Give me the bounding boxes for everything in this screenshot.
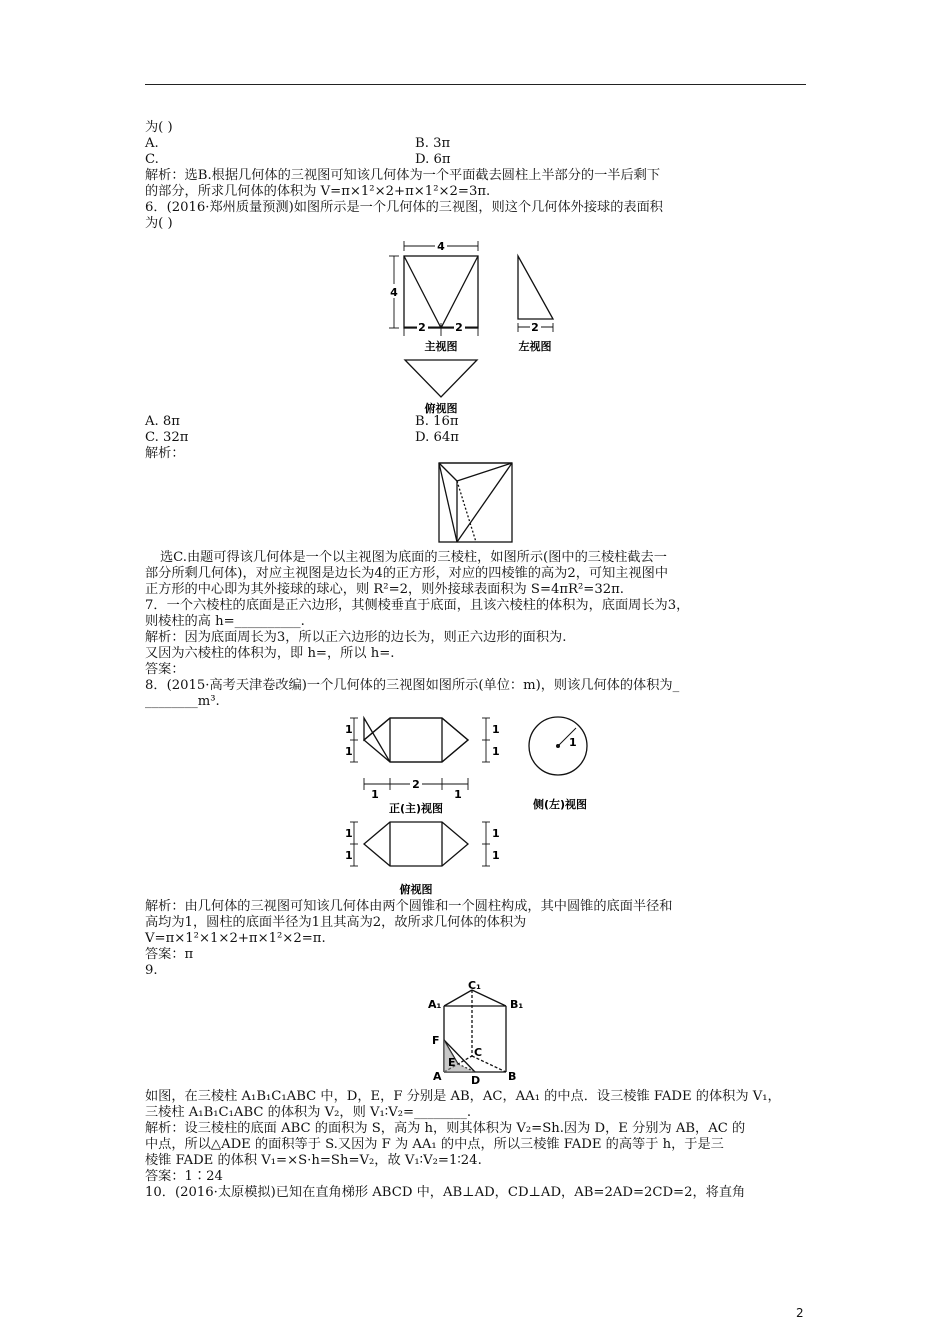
solution-line: 又因为六棱柱的体积为，即 h=，所以 h=. bbox=[145, 646, 395, 661]
side-view-caption: 侧(左)视图 bbox=[532, 798, 588, 811]
answer-line: 答案：1∶24 bbox=[145, 1169, 223, 1184]
dimension-label: 4 bbox=[437, 240, 445, 253]
option-b: B. 3π bbox=[415, 136, 451, 151]
point-label-D: D bbox=[471, 1074, 481, 1087]
dimension-label: 1 bbox=[345, 849, 353, 862]
solution-label: 解析： bbox=[145, 446, 185, 461]
question-6-cont: 为( ) bbox=[145, 216, 173, 231]
dimension-label: 1 bbox=[492, 745, 500, 758]
point-label-C: C bbox=[474, 1046, 483, 1059]
q8-three-views-figure bbox=[340, 712, 630, 897]
solution-line: 解析：由几何体的三视图可知该几何体由两个圆锥和一个圆柱构成，其中圆锥的底面半径和 bbox=[145, 899, 673, 914]
solution-line: 选C.由题可得该几何体是一个以主视图为底面的三棱柱，如图所示(图中的三棱柱截去一 bbox=[160, 550, 667, 565]
q6-prism-figure bbox=[436, 460, 516, 548]
solution-line: 棱锥 FADE 的体积 V₁=×S·h=Sh=V₂，故 V₁∶V₂=1∶24. bbox=[145, 1153, 482, 1168]
option-a: A. bbox=[145, 136, 159, 151]
solution-line: 解析：因为底面周长为3，所以正六边形的边长为，则正六边形的面积为. bbox=[145, 630, 567, 645]
front-view-caption: 主视图 bbox=[424, 340, 458, 353]
solution-line: 高均为1，圆柱的底面半径为1且其高为2，故所求几何体的体积为 bbox=[145, 915, 527, 930]
question-9-text: 三棱柱 A₁B₁C₁ABC 的体积为 V₂，则 V₁∶V₂=________. bbox=[145, 1105, 472, 1120]
top-view-caption: 俯视图 bbox=[424, 402, 458, 415]
solution-line: 解析：设三棱柱的底面 ABC 的面积为 S，高为 h，则其体积为 V₂=Sh.因为 D，E 分别为 AB，AC 的 bbox=[145, 1121, 746, 1136]
question-9: 9. bbox=[145, 963, 158, 978]
page-number: 2 bbox=[796, 1306, 804, 1320]
solution-line: 正方形的中心即为其外接球的球心，则 R²=2，则外接球表面积为 S=4πR²=32π. bbox=[145, 582, 624, 597]
point-label-F: F bbox=[432, 1034, 440, 1047]
dimension-label: 1 bbox=[492, 849, 500, 862]
dimension-label: 1 bbox=[454, 788, 462, 801]
dimension-label: 2 bbox=[412, 778, 420, 791]
option-a: A. 8π bbox=[145, 414, 180, 429]
solution-line: 的部分，所求几何体的体积为 V=π×1²×2+π×1²×2=3π. bbox=[145, 184, 491, 199]
point-label-C1: C₁ bbox=[468, 979, 481, 992]
solution-line: V=π×1²×1×2+π×1²×2=π. bbox=[145, 931, 326, 946]
top-view-caption: 俯视图 bbox=[399, 883, 433, 896]
side-view-caption: 左视图 bbox=[518, 340, 552, 353]
question-6: 6．(2016·郑州质量预测)如图所示是一个几何体的三视图，则这个几何体外接球的表面积 bbox=[145, 200, 663, 215]
point-label-A: A bbox=[433, 1070, 442, 1083]
text-line: 为( ) bbox=[145, 120, 173, 135]
q9-prism-figure bbox=[424, 980, 524, 1088]
option-d: D. 64π bbox=[415, 430, 459, 445]
question-9-text: 如图，在三棱柱 A₁B₁C₁ABC 中，D，E，F 分别是 AB，AC，AA₁ 的中点．设三棱锥 FADE 的体积为 V₁， bbox=[145, 1089, 781, 1104]
solution-line: 解析：选B.根据几何体的三视图可知该几何体为一个平面截去圆柱上半部分的一半后剩下 bbox=[145, 168, 661, 183]
option-c: C. 32π bbox=[145, 430, 189, 445]
point-label-B1: B₁ bbox=[510, 998, 524, 1011]
solution-line: 中点，所以△ADE 的面积等于 S.又因为 F 为 AA₁ 的中点，所以三棱锥 FADE 的高等于 h，于是三 bbox=[145, 1137, 724, 1152]
q6-three-views-figure bbox=[380, 236, 580, 416]
front-view-caption: 正(主)视图 bbox=[388, 802, 444, 815]
question-8-cont: ________m³. bbox=[145, 694, 220, 709]
option-b: B. 16π bbox=[415, 414, 459, 429]
question-7-cont: 则棱柱的高 h=__________. bbox=[145, 614, 305, 629]
dimension-label: 1 bbox=[492, 723, 500, 736]
dimension-label: 1 bbox=[345, 827, 353, 840]
question-7: 7．一个六棱柱的底面是正六边形，其侧棱垂直于底面，且该六棱柱的体积为，底面周长为3， bbox=[145, 598, 690, 613]
answer-label: 答案： bbox=[145, 662, 185, 677]
point-label-E: E bbox=[448, 1056, 456, 1069]
radius-label: 1 bbox=[569, 736, 577, 749]
point-label-B: B bbox=[508, 1070, 517, 1083]
dimension-label: 1 bbox=[371, 788, 379, 801]
dimension-label: 2 bbox=[418, 321, 426, 334]
dimension-label: 1 bbox=[345, 723, 353, 736]
question-10: 10．(2016·太原模拟)已知在直角梯形 ABCD 中，AB⊥AD，CD⊥AD，AB=2AD=2CD=2，将直角 bbox=[145, 1185, 746, 1200]
answer-line: 答案：π bbox=[145, 947, 194, 962]
question-8: 8．(2015·高考天津卷改编)一个几何体的三视图如图所示(单位：m)，则该几何体的体积为_ bbox=[145, 678, 680, 693]
dimension-label: 2 bbox=[531, 321, 539, 334]
point-label-A1: A₁ bbox=[428, 998, 442, 1011]
dimension-label: 2 bbox=[455, 321, 463, 334]
option-c: C. bbox=[145, 152, 159, 167]
dimension-label: 4 bbox=[390, 286, 398, 299]
header-rule bbox=[145, 84, 806, 85]
dimension-label: 1 bbox=[492, 827, 500, 840]
option-d: D. 6π bbox=[415, 152, 451, 167]
dimension-label: 1 bbox=[345, 745, 353, 758]
solution-line: 部分所剩几何体)，对应主视图是边长为4的正方形，对应的四棱锥的高为2，可知主视图中 bbox=[145, 566, 669, 581]
